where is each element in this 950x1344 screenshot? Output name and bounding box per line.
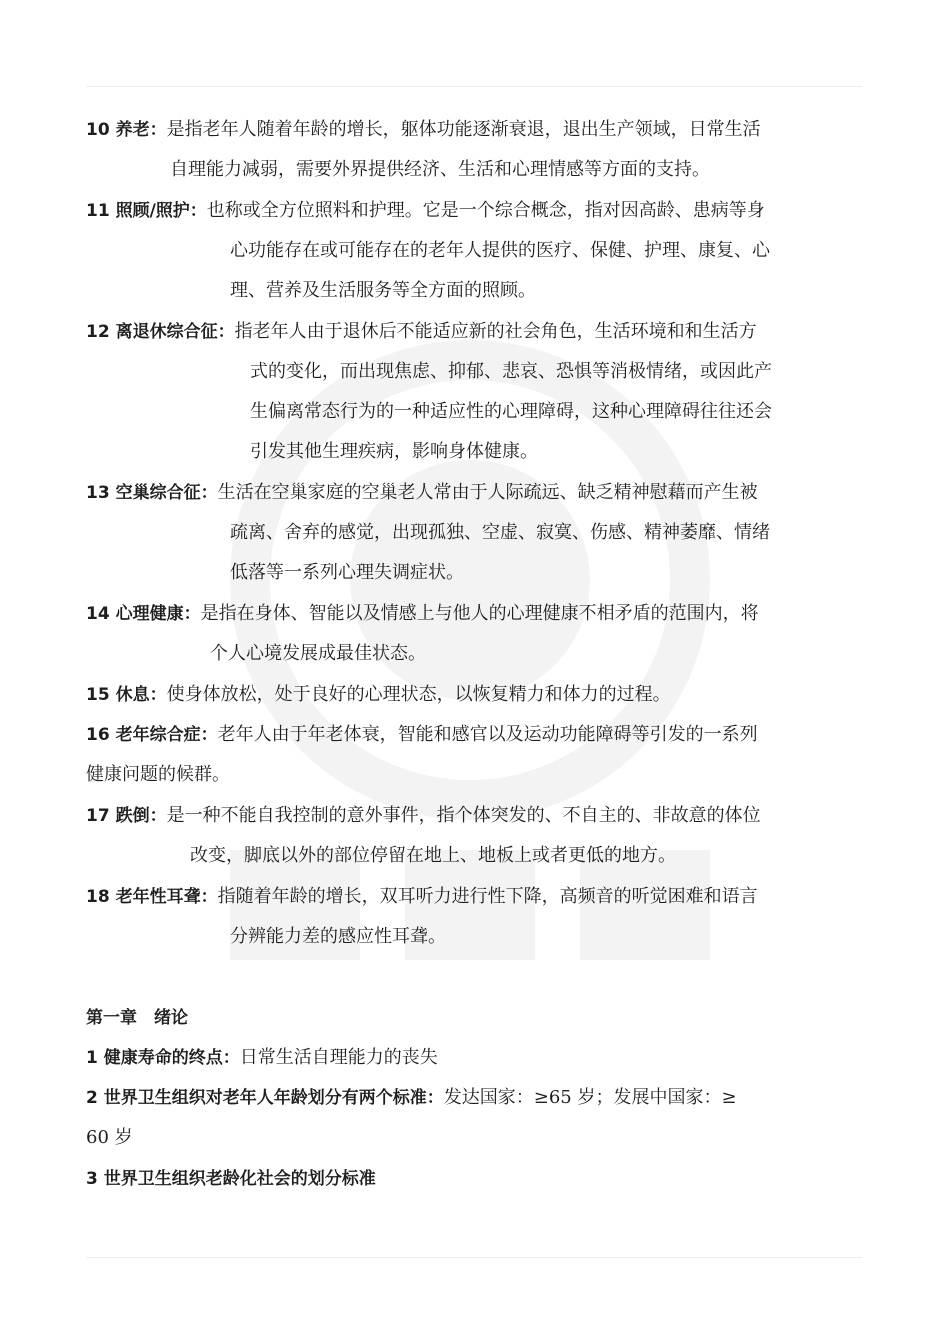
definition-entry-18 xyxy=(86,877,862,957)
definition-entry-17 xyxy=(86,796,862,876)
entry-continuation-line: 低落等一系列心理失调症状。 xyxy=(230,562,464,583)
definition-entry-16 xyxy=(86,715,862,795)
entry-term: 15 休息： xyxy=(86,685,167,705)
entry-text: 指老年人由于退休后不能适应新的社会角色，生活环境和和生活方 xyxy=(234,321,757,342)
entry-text: 使身体放松，处于良好的心理状态，以恢复精力和体力的过程。 xyxy=(166,684,671,705)
entry-first-line xyxy=(86,191,862,231)
entry-continuation-line: 疏离、舍弃的感觉，出现孤独、空虚、寂寞、伤感、精神萎靡、情绪 xyxy=(230,522,770,543)
entry-continuation-line: 自理能力减弱，需要外界提供经济、生活和心理情感等方面的支持。 xyxy=(170,159,710,180)
entry-text: 是指老年人随着年龄的增长，躯体功能逐渐衰退，退出生产领域，日常生活 xyxy=(166,119,761,140)
item-term: 2 世界卫生组织对老年人年龄划分有两个标准： xyxy=(86,1088,444,1108)
item-first-line xyxy=(86,1078,862,1118)
entry-first-line xyxy=(86,796,862,836)
entry-term: 17 跌倒： xyxy=(86,806,167,826)
entry-continuation-line: 式的变化，而出现焦虑、抑郁、悲哀、恐惧等消极情绪，或因此产 xyxy=(250,361,772,382)
entry-continuation-line: 生偏离常态行为的一种适应性的心理障碍，这种心理障碍往往还会 xyxy=(250,401,772,422)
entry-continuation-line: 改变，脚底以外的部位停留在地上、地板上或者更低的地方。 xyxy=(190,845,676,866)
entry-term: 18 老年性耳聋： xyxy=(86,887,218,907)
definition-entry-13 xyxy=(86,473,862,593)
entry-text: 也称或全方位照料和护理。它是一个综合概念，指对因高龄、患病等身 xyxy=(206,200,765,221)
entry-continuation-line: 健康问题的候群。 xyxy=(86,764,230,785)
entry-term: 16 老年综合症： xyxy=(86,725,218,745)
entry-continuation-line: 心功能存在或可能存在的老年人提供的医疗、保健、护理、康复、心 xyxy=(230,240,770,261)
chapter-heading xyxy=(86,998,862,1038)
entry-text: 是一种不能自我控制的意外事件，指个体突发的、不自主的、非故意的体位 xyxy=(166,805,761,826)
item-first-line xyxy=(86,1038,862,1078)
entry-first-line xyxy=(86,473,862,513)
entry-first-line xyxy=(86,675,862,715)
entry-first-line xyxy=(86,312,862,352)
item-term: 1 健康寿命的终点： xyxy=(86,1048,240,1068)
chapter-item-2 xyxy=(86,1078,862,1158)
chapter-title: 第一章 绪论 xyxy=(86,1008,188,1028)
chapter-item-1 xyxy=(86,1038,862,1078)
entry-continuation-line: 个人心境发展成最佳状态。 xyxy=(210,643,426,664)
entry-term: 12 离退休综合征： xyxy=(86,322,235,342)
entry-term: 13 空巢综合征： xyxy=(86,483,218,503)
item-first-line xyxy=(86,1159,862,1199)
item-text: 发达国家：≥65 岁；发展中国家：≥ xyxy=(443,1087,737,1108)
chapter-item-3 xyxy=(86,1159,862,1199)
definition-entry-15 xyxy=(86,675,862,715)
entry-continuation-line: 分辨能力差的感应性耳聋。 xyxy=(230,926,446,947)
entry-first-line xyxy=(86,594,862,634)
footer-rule xyxy=(86,1257,862,1258)
definition-entry-12 xyxy=(86,312,862,472)
entry-first-line xyxy=(86,877,862,917)
entry-first-line xyxy=(86,110,862,150)
definition-entry-11 xyxy=(86,191,862,311)
entry-continuation-line: 引发其他生理疾病，影响身体健康。 xyxy=(250,441,538,462)
entry-continuation-line: 理、营养及生活服务等全方面的照顾。 xyxy=(230,280,536,301)
definition-entry-14 xyxy=(86,594,862,674)
entry-term: 11 照顾/照护： xyxy=(86,201,207,221)
definition-entry-10 xyxy=(86,110,862,190)
entry-text: 是指在身体、智能以及情感上与他人的心理健康不相矛盾的范围内，将 xyxy=(200,603,759,624)
entry-term: 14 心理健康： xyxy=(86,604,201,624)
entry-text: 老年人由于年老体衰，智能和感官以及运动功能障碍等引发的一系列 xyxy=(217,724,758,745)
item-term: 3 世界卫生组织老龄化社会的划分标准 xyxy=(86,1169,376,1189)
header-rule xyxy=(86,86,862,87)
entry-term: 10 养老： xyxy=(86,120,167,140)
entry-text: 指随着年龄的增长，双耳听力进行性下降，高频音的听觉困难和语言 xyxy=(217,886,758,907)
entry-first-line xyxy=(86,715,862,755)
item-continuation-line: 60 岁 xyxy=(86,1127,133,1148)
item-text: 日常生活自理能力的丧失 xyxy=(239,1047,438,1068)
entry-text: 生活在空巢家庭的空巢老人常由于人际疏远、缺乏精神慰藉而产生被 xyxy=(217,482,758,503)
